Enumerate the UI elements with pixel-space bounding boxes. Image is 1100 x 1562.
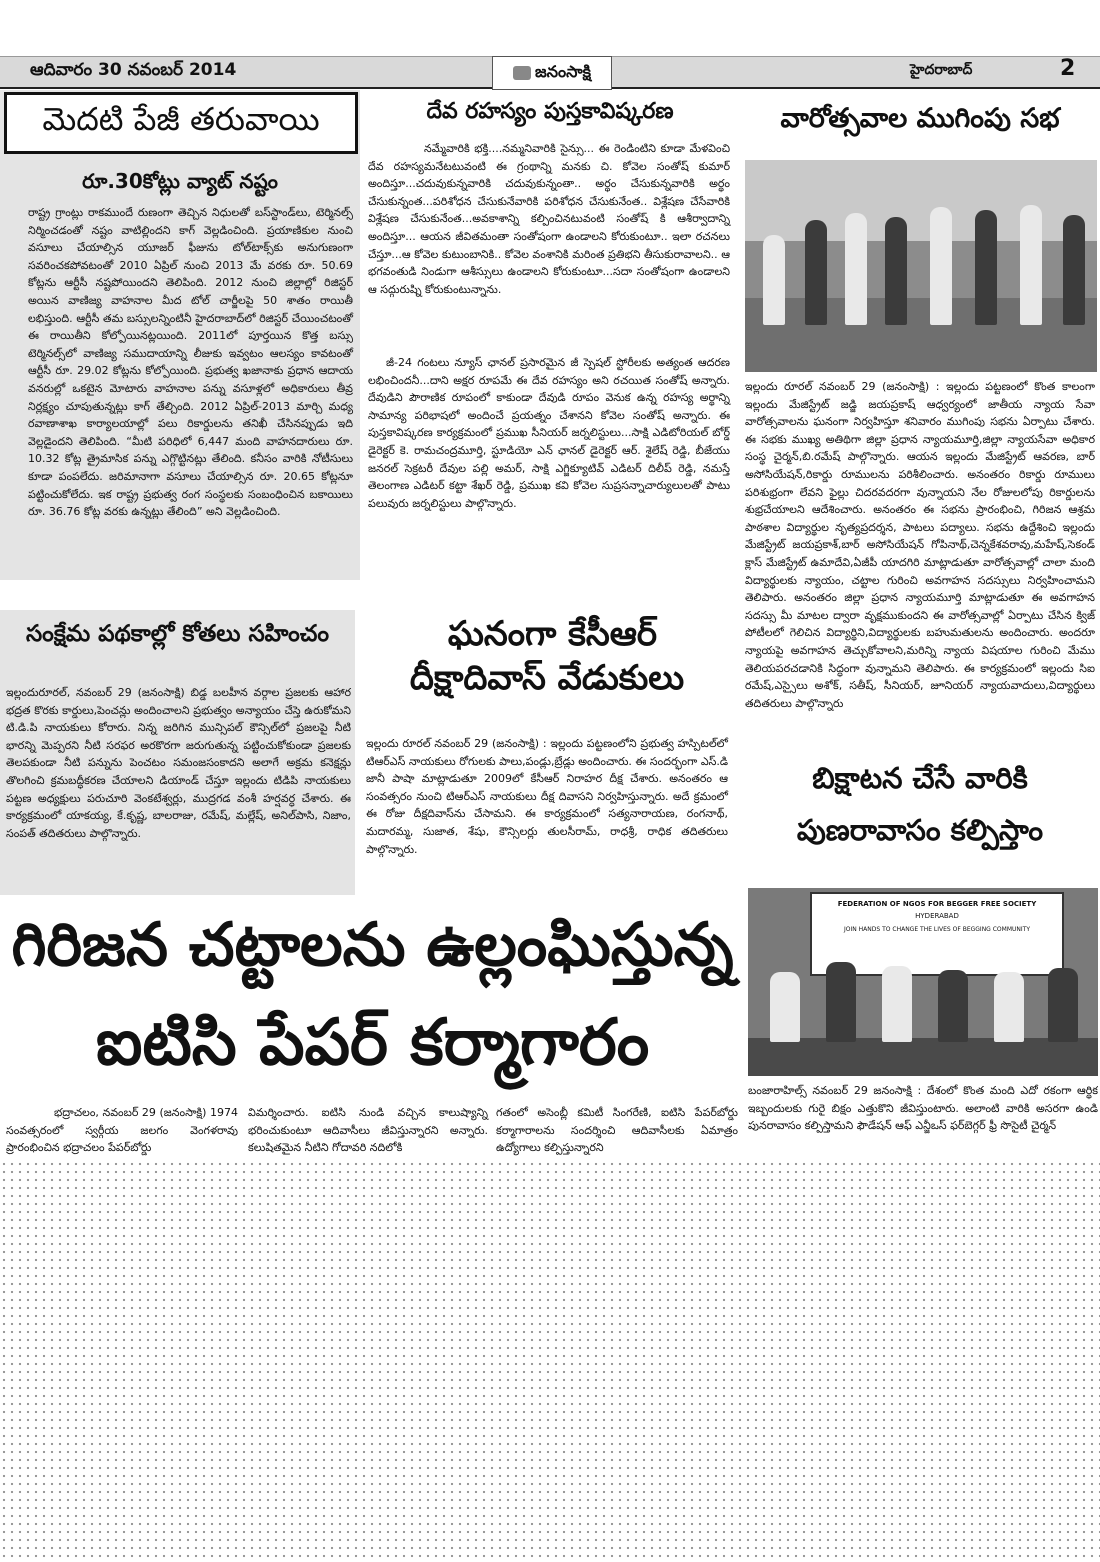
photo-person (826, 962, 856, 1042)
story2-body-p2: జీ-24 గంటలు న్యూస్ ఛానల్ ప్రసారమైన జీ స్పెషల్ స్టోరీలకు అత్యంత ఆదరణ లభించిందనీ...దాని అక్షర రూపమే ఈ దేవ రహస్యం అని రచయిత సంతోష్ అన్నారు. దేవుడిని పౌరాణిక రూపంలో కాకుండా దేవుడి రూపం వెనుక ఉన్న రహస్య అర్థాన్ని సామాన్య పరిభాషలో అందించే ప్రయత్నం చేశానని కోవెల సంతోష్ అన్నారు. ఈ పుస్తకావిష్కరణ కార్యక్రమంలో ప్రముఖ సీనియర్ జర్నలిస్టులు...సాక్షి ఎడిటోరియల్ బోర్డ్ డైరెక్టర్ కె. రామచంద్రమూర్తి, స్టూడియో ఎన్ ఛానల్ డైరెక్టర్ ఆర్. శైలేష్ రెడ్డి, బీజేయు జనరల్ సెక్రటరీ దేవుల పల్లి అమర్, సాక్షి ఎగ్జిక్యూటివ్ ఎడిటర్ దిలీప్ రెడ్డి, నమస్తే తెలంగాణ ఎడిటర్ కట్టా శేఖర్ రెడ్డి, ప్రముఖ కవి కోవెల సుప్రసన్నాచార్యులులతో పాటు పలువురు జర్నలిస్టులు పాల్గొన్నారు. (368, 356, 730, 510)
photo-person (882, 966, 912, 1042)
photo-sky (745, 160, 1097, 241)
photo-person (975, 210, 997, 325)
story1-box-title: మెదటి పేజీ తరువాయి (4, 92, 358, 154)
photo-person (770, 972, 800, 1042)
photo-person (1048, 968, 1078, 1042)
banner-line1: FEDERATION OF NGOS FOR BEGGER FREE SOCIETY (837, 900, 1037, 908)
photo-ground (745, 298, 1097, 372)
story2-headline: దేవ రహస్యం పుస్తకావిష్కరణ (426, 99, 674, 124)
banner-line2: HYDERABAD (915, 912, 959, 920)
photo-person (938, 970, 968, 1042)
story4-body: ఇల్లందురూరల్, నవంబర్ 29 (జనంసాక్షి) బిడ్డ బలహీన వర్గాల ప్రజలకు ఆహార భద్రత కొరకు కార్డులు,పెంచన్లు అందించాలని ప్రభుత్వం అన్యాయం చేస్తె ఉరుకోమని టి.డి.పి నాయకులు కోరారు. నిన్న జరిగిన మున్సిపల్ కౌన్సిల్‌లో ప్రజలపై నీటి భారన్ని మెప్పరని నీటి సరఫర అరకొరగా జరుగుతున్న పట్టించుకోకుండా ప్రజలకు తెలపకుండా నీటి పన్నును పెంచటం సమంజసంకాదని అలాగే అక్రమ కనెక్షన్లు తొలగించి క్రమబద్ధీకరణ చేయాలని డియాండ్ చేస్తూ ఇల్లందు టిడిపి నాయకులు పట్టణ అధ్యక్షులు పరుచూరి వెంకటేశ్వర్లు, ముద్రగడ వంశీ హర్షవర్ధ చేశారు. ఈ కార్యక్రమంలో యాకయ్య, కే.కృష్ణ, బాలరాజు, రమేష్, మల్లేష్, అనిల్‌పాసి, నిజాం, సంపత్ తదితరులు పాల్గొన్నారు. (6, 686, 351, 840)
edition-city: హైదరాబాద్ (910, 62, 973, 78)
story6-headline-line1: బిక్షాటన చేసే వారికి (812, 761, 1028, 795)
photo-person (930, 207, 952, 325)
story5-body: ఇల్లందు రూరల్ నవంబర్ 29 (జనంసాక్షి) : ఇల్లందు పట్టణంలోని ప్రభుత్వ హస్పిటల్‌లో టిఆర్ఎస్ నాయకులు రోగులకు పాలు,పండ్లు,బ్రేడ్లు అందించారు. ఈ సందర్భంగా ఎస్.డి జానీ పాషా మాట్లాడుతూ 2009లో కేసీఆర్ నిరాహర దీక్ష చేశారు. అనంతరం ఆ సంవత్సరం నుంచి టిఆర్ఎస్ నాయకులు దీక్ష దివాసని నిర్వహిస్తున్నారు. అదే క్రమంలో ఈ రోజు దీక్షదివాస్‌ను చేసామని. ఈ కార్యక్రమంలో సత్యనారాయణ, రంగనాథ్, మదారమ్మ, సుజాత, శేషు, కౌన్సిలర్లు తులసీరామ్, రాధశ్రీ, రాధిక తదితరులు పాల్గొన్నారు. (366, 737, 728, 856)
story7-headline-line1: గిరిజన చట్టాలను ఉల్లంఘిస్తున్న (11, 910, 734, 980)
story1-headline: రూ.30కోట్లు వ్యాట్ నష్టం (82, 169, 278, 193)
story4-headline: సంక్షేమ పథకాల్లో కోతలు సహించం (26, 621, 329, 647)
story7-col2: విమర్శించారు. ఐటిసి నుండి వచ్చిన కాలుష్యాన్ని భరించుకుంటూ ఆదివాసీలు జీవిస్తున్నారని అన్నారు. కలుషితమైన నీటిని గోదావరి నదిలోకి (248, 1106, 488, 1155)
story6-body: బంజారాహిల్స్ నవంబర్ 29 జనంసాక్షి : దేశంలో కొంత మంది ఎదో రకంగా ఆర్థిక ఇబ్బందులకు గురై బిక్షం ఎత్తుకొని జీవిస్తుంటారు. అలాంటి వారికి అసరగా ఉండి పునరావాసం కల్పిస్తామని ఫౌడేషన్ ఆఫ్ ఎన్జీఒస్ ఫర్‌బెగ్గర్ ఫ్రీ సొసైటీ చైర్మన్ (748, 1084, 1098, 1133)
photo-person (845, 213, 867, 325)
issue-date: ఆదివారం 30 నవంబర్ 2014 (30, 60, 237, 80)
story3-body: ఇల్లందు రూరల్ నవంబర్ 29 (జనంసాక్షి) : ఇల్లందు పట్టణంలో కొంత కాలంగా ఇల్లందు మేజిస్ట్రేట్ జడ్జి జయప్రకాష్ ఆధ్వర్యంలో జాతీయ న్యాయ సేవా వారోత్సవాలను ఘనంగా నిర్వహిస్తూ శనివారం ముగింపు సభను ఏర్పాటు చేశారు. ఈ సభకు ముఖ్య అతిథిగా జిల్లా ప్రధాన న్యాయమూర్తి,జిల్లా న్యాయసేవా అధికార సంస్థ చైర్మన్,బి.రమేష్ పాల్గొన్నారు. ఆయన ఇల్లందు మేజిస్ట్రేట్ ఆవరణ, బార్ అసోసియేషన్,రికార్డు రూములను పరిశీలించారు. అనంతరం రికార్డు రూములు పరిశుభ్రంగా లేవని ఫైల్లు చిదరవదరగా వున్నాయని నేల రోజులలోపు రికార్డులను శుభ్రచేయాలని ఆదేశించారు. అనంతరం ఈ సభను ప్రారంభించి, గిరిజన ఆశ్రమ పాఠశాల విద్యార్థుల నృత్యప్రదర్శన, పాటలు పద్యాలు. సభను ఉద్దేశించి ఇల్లందు మేజిస్ట్రేట్ జయప్రకాశ్,బార్ అసోసియేషన్ గోపినాథ్,చెన్నకేశవరావు,మహేష్,సెకండ్ క్లాస్ మేజిస్ట్రేట్ ఉమాదేవి,ఏజీపీ యాదగిరి మాట్లాడుతూ వారోత్సవాల్లో చాలా మంది విద్యార్థులకు న్యాయం, చట్టాల గురించి అవగాహన సదస్సులు నిర్వహించామని తెలిపారు. అనంతరం జిల్లా ప్రధాన న్యాయమూర్తి మాట్లాడుతూ ఈ అవగాహన సదస్సు మీ మాటల ద్వారా వృక్షముకుందని ఈ వారోత్సవాల్లో ఏర్పాటు చేసిన క్విజ్ పోటీలలో గెలిచిన విద్యార్థిని,విద్యార్థులకు బహుమతులను అందించారు. అందరూ న్యాయపై అవగాహన తెచ్చుకోవాలని,మరిన్ని న్యాయ విషయాల గురించి మేము తెలియపరచడానికి సిద్ధంగా వున్నామని తెలిపారు. ఈ కార్యక్రమంలో ఇల్లందు సిఐ రమేష్,ఎస్సైలు అశోక్, సతీష్, సీనియర్, జూనియర్ న్యాయవాదులు,విద్యార్థులు తదితరులు పాల్గొన్నారు (745, 380, 1095, 710)
photo-person (994, 972, 1024, 1042)
story5-headline-line1: ఘనంగా కేసీఆర్ (447, 614, 658, 654)
story2-body-p1: నమ్మేవారికి భక్తి....నమ్మనివారికి సైన్సు... ఈ రెండింటిని కూడా మేళవించి దేవ రహస్యమనేటటువంటి ఈ గ్రంథాన్ని మనకు చి. కోవెల సంతోష్ కుమార్ అందిస్తూ...చదువుకున్నవారికి చదువుకున్నంతా.. అర్థం చేసుకున్నవారికి అర్థం చేసుకున్నంత...పరిశోధన చేసుకునేవారికి పరిశోధన చేసుకునేంత.. విశ్లేషణ చేసేవారికి విశ్లేషణ చేసుకునేంత...అవకాశాన్ని కల్పించినటువంటి సంతోష్ కి ఆశీర్వాదాన్ని అందిస్తూ... ఆయన జీవితమంతా సంతోషంగా ఉండాలని కోరుకుంటూ.. ఇలా రచనలు చేస్తూ...ఆ కోవెల కుటుంబానికి.. కోవెల వంశానికి మరింత ప్రతిభని తీసుకురావాలని.. ఆ భగవంతుడి నిండుగా ఆశీస్సులు ఉండాలని కోరుకుంటూ...సదా సంతోషంగా ఉండాలని ఆ సద్గురుష్ని కోరుకుంటున్నాను. (368, 142, 730, 296)
photo-table (748, 1038, 1098, 1076)
story6-photo (748, 888, 1098, 1076)
story5-headline-line2: దీక్షాదివాస్ వేడుకులు (409, 658, 685, 698)
photo-person (1063, 215, 1085, 325)
logo-icon (513, 66, 531, 80)
photo-person (805, 220, 827, 325)
newspaper-logo (492, 56, 612, 90)
blank-dotted-area (0, 1160, 1100, 1562)
photo-person (763, 235, 785, 325)
story3-photo (745, 160, 1097, 372)
logo-text: జనంసాక్షి (535, 61, 591, 81)
story1-body: రాష్ట్ర గ్రాంట్లు రాకముందే రుణంగా తెచ్చిన నిధులతో బస్‌స్టాండ్‌లు, టెర్మినల్స్ నిర్మించడంతో నష్టం వాటిల్లిందని కాగ్ వెల్లడించింది. ప్రయాణికుల నుంచి వసూలు చేయాల్సిన యూజర్ ఫీజును టోల్‌టాక్స్‌కు అనుగుణంగా సవరించకపోవటంతో 2010 ఏప్రిల్ నుంచి 2013 మే వరకు రూ. 50.69 కోట్లను ఆర్టీసీ నష్టపోయిందని తెలిపింది. 2012 నుంచి జిల్లాల్లో రిజిస్టర్ అయిన వాణిజ్య వాహనాల మీద టోల్ చార్జీలపై 50 శాతం రాయితీ లభిస్తుంది. ఆర్టీసీ తమ బస్సులన్నింటినీ హైదరాబాద్‌లో రిజిస్టర్ చేయించటంతో ఈ రాయితీని కోల్పోయినట్లయింది. 2011లో పూర్తయిన కొత్త బస్సు టెర్మినల్స్‌లో వాణిజ్య సముదాయాన్ని లీజుకు ఇవ్వటం ఆలస్యం కావటంతో ఆర్టీసీ రూ. 29.02 కోట్లను కోల్పోయింది. ప్రభుత్వ ఖజానాకు ప్రధాన ఆదాయ వనరుల్లో ఒకటైన మోటారు వాహనాల పన్ను వసూళ్లలో అధికారులు తీవ్ర నిర్లక్ష్యం చూపుతున్నట్లు కాగ్ తేల్చింది. 2012 ఏప్రిల్-2013 మార్చి మధ్య రవాణాశాఖ కార్యాలయాల్లో పలు రికార్డులను తనిఖీ చేసినప్పుడు ఇది వెల్లడైందని తెలిపింది. “మీటి పరిధిలో 6,447 మంది వాహనదారులు రూ. 10.32 కోట్ల త్రైమాసిక పన్ను ఎగ్గొట్టినట్లు తేలింది. కనీసం వారికి నోటీసులు కూడా పంపలేదు. జరిమానాగా వసూలు చేయాల్సిన రూ. 20.65 కోట్లనూ పట్టించుకోలేదు. ఇక రాష్ట్ర ప్రభుత్వ రంగ సంస్థలకు సంబంధించిన బకాయిలు రూ. 36.76 కోట్ల వరకు ఉన్నట్లు తేలింది” అని వెల్లడించింది. (28, 206, 353, 519)
story7-headline-line2: ఐటిసి పేపర్ కర్మాగారం (95, 1006, 650, 1080)
banner-line3: JOIN HANDS TO CHANGE THE LIVES OF BEGGING COMMUNITY (844, 926, 1030, 933)
page-number: 2 (1060, 56, 1076, 81)
story3-headline: వారోత్సవాల ముగింపు సభ (780, 103, 1060, 134)
photo-person (885, 217, 907, 325)
story6-headline-line2: పుణరావాసం కల్పిస్తాం (796, 813, 1044, 847)
story7-col1: భద్రాచలం, నవంబర్ 29 (జనంసాక్షి) 1974 సంవత్సరంలో స్వర్గీయ జలగం వెంగళరావు ప్రారంభించిన భద్రాచలం పేపర్‌బోర్డు (6, 1106, 238, 1155)
photo-person (1020, 205, 1042, 325)
story7-col3: గతంలో అసెంబ్లీ కమిటీ సింగరేణి, ఐటిసి పేపర్‌బోర్డు కర్మాగారాలను సందర్శించి ఆదివాసీలకు ఏమాత్రం ఉద్యోగాలు కల్పిస్తున్నారని (496, 1106, 738, 1155)
